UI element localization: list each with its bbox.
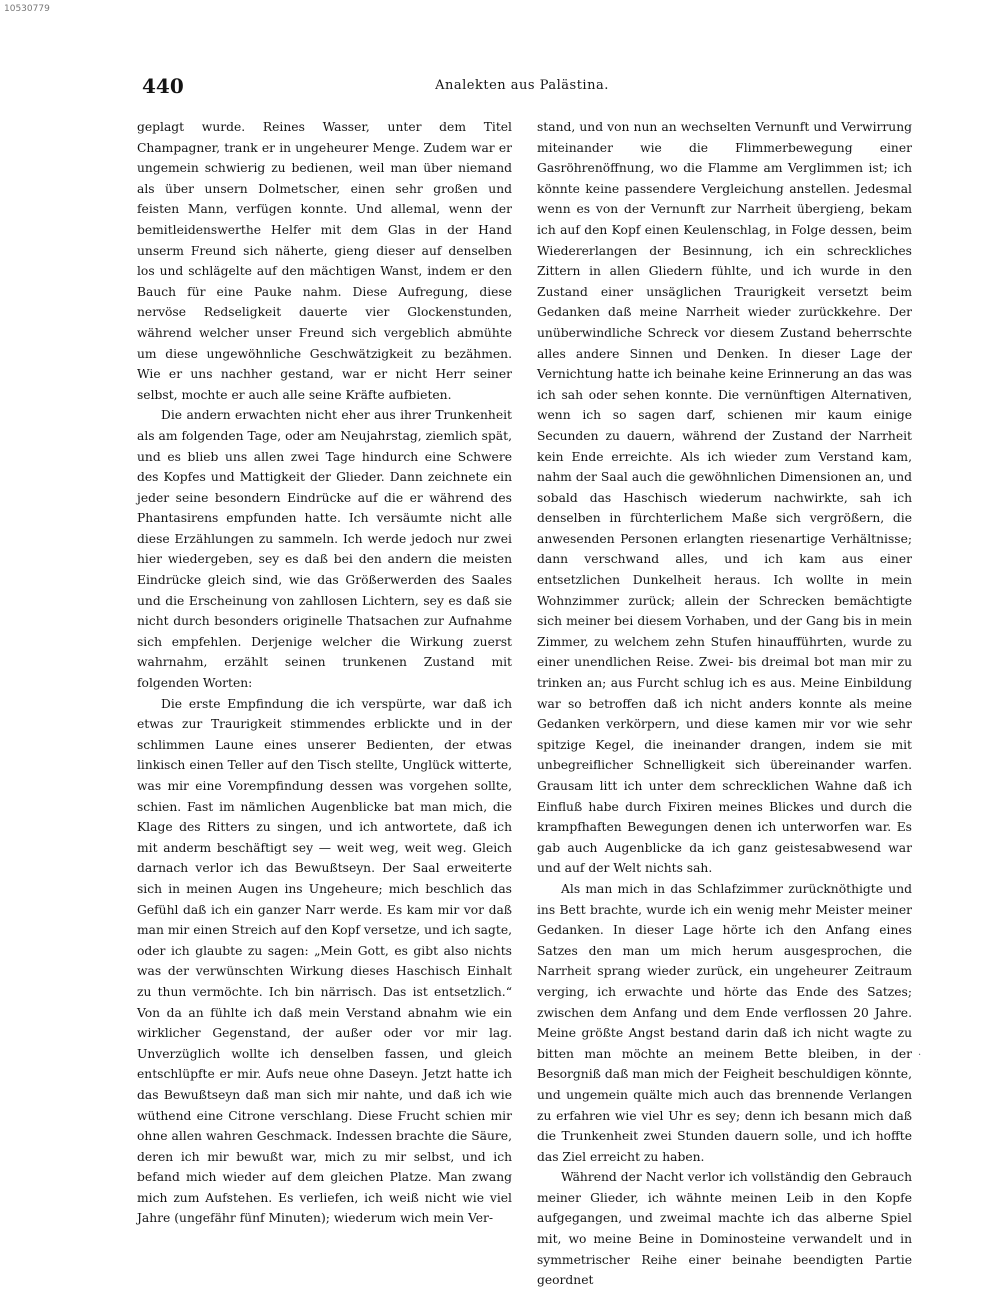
margin-mark: · (918, 1050, 922, 1061)
paragraph: stand, und von nun an wechselten Vernunft und Verwirrung miteinander wie die Flimmerbewegung einer Gasröhrenöffnung, wo die Flamme am Verglimmen ist; ich könnte keine passendere Vergleichung anstellen. Jedesmal wenn es von der Vernunft zur Narrheit übergieng, bekam ich auf den Kopf einen Keulenschlag, in Folge dessen, beim Wiedererlangen der Besinnung, ich ein schreckliches Zittern in allen Gliedern fühlte, und ich wurde in den Zustand einer unsäglichen Traurigkeit versetzt beim Gedanken daß meine Narrheit wieder zurückkehre. Der unüberwindliche Schreck vor diesem Zustand beherrschte alles andere Sinnen und Denken. In dieser Lage der Vernichtung hatte ich beinahe keine Erinnerung an das was ich sah oder sehen konnte. Die vernünftigen Alternativen, wenn ich so sagen darf, schienen mir kaum einige Secunden zu dauern, während der Zustand der Narrheit kein Ende erreichte. Als ich wieder zum Verstand kam, nahm der Saal auch die gewöhnlichen Dimensionen an, und sobald das Haschisch wiederum nachwirkte, sah ich denselben in fürchterlichem Maße sich vergrößern, die anwesenden Personen erlangten riesenartige Verhältnisse; dann verschwand alles, und ich kam aus einer entsetzlichen Dunkelheit heraus. Ich wollte in mein Wohnzimmer zurück; allein der Schrecken bemächtigte sich meiner bei diesem Vorhaben, und der Gang bis in mein Zimmer, zu welchem zehn Stufen hinaufführten, wurde zu einer unendlichen Reise. Zwei- bis dreimal bot man mir zu trinken an; aus Furcht schlug ich es aus. Meine Einbildung war so betroffen daß ich nicht anders konnte als meine Gedanken verkörpern, und diese kamen mir vor wie sehr spitzige Kegel, die ineinander drangen, indem sie mit unbegreiflicher Schnelligkeit sich übereinander warfen. Grausam litt ich unter dem schrecklichen Wahne daß ich Einfluß habe durch Fixiren meines Blickes und durch die krampfhaften Bewegungen denen ich unterworfen war. Es gab auch Augenblicke da ich ganz geistesabwesend war und auf der Welt nichts sah. (537, 120, 912, 876)
running-head: Analekten aus Palästina. (435, 78, 609, 93)
right-column (537, 117, 912, 1291)
page-number: 440 (142, 74, 184, 98)
scan-id: 10530779 (4, 4, 50, 14)
paragraph: Als man mich in das Schlafzimmer zurücknöthigte und ins Bett brachte, wurde ich ein wenig mehr Meister meiner Gedanken. In dieser Lage hörte ich den Anfang eines Satzes den man um mich herum ausgesprochen, die Narrheit sprang wieder zurück, ein ungeheurer Zeitraum verging, ich erwachte und hörte das Ende des Satzes; zwischen dem Anfang und dem Ende verflossen 20 Jahre. Meine größte Angst bestand darin daß ich nicht wagte zu bitten man möchte an meinem Bette bleiben, in der Besorgniß daß man mich der Feigheit beschuldigen könnte, und ungemein quälte mich auch das brennende Verlangen zu erfahren wie viel Uhr es sey; denn ich besann mich daß die Trunkenheit zwei Stunden dauern solle, und ich hoffte das Ziel erreicht zu haben. (537, 881, 912, 1164)
page-header (140, 74, 904, 104)
left-column (137, 117, 512, 1229)
paragraph: Die andern erwachten nicht eher aus ihrer Trunkenheit als am folgenden Tage, oder am Neujahrstag, ziemlich spät, und es blieb uns allen zwei Tage hindurch eine Schwere des Kopfes und Mattigkeit der Glieder. Dann zeichnete ein jeder seine besondern Eindrücke auf die er während des Phantasirens empfunden hatte. Ich versäumte nicht alle diese Erzählungen zu sammeln. Ich werde jedoch nur zwei hier wiedergeben, sey es daß bei den andern die meisten Eindrücke gleich sind, wie das Größerwerden des Saales und die Erscheinung von zahllosen Lichtern, sey es daß sie nicht durch besonders originelle Thatsachen zur Aufnahme sich empfehlen. Derjenige welcher die Wirkung zuerst wahrnahm, erzählt seinen trunkenen Zustand mit folgenden Worten: (137, 408, 512, 691)
paragraph: geplagt wurde. Reines Wasser, unter dem Titel Champagner, trank er in ungeheurer Menge. Zudem war er ungemein schwierig zu bedienen, weil man über niemand als über unsern Dolmetscher, einen sehr großen und feisten Mann, verfügen konnte. Und allemal, wenn der bemitleidenswerthe Helfer mit dem Glas in der Hand unserm Freund sich näherte, gieng dieser auf denselben los und schlägelte auf den mächtigen Wanst, indem er den Bauch für eine Pauke nahm. Diese Aufregung, diese nervöse Redseligkeit dauerte vier Glockenstunden, während welcher unser Freund sich vergeblich abmühte um diese ungewöhnliche Geschwätzigkeit zu bezähmen. Wie er uns nachher gestand, war er nicht Herr seiner selbst, mochte er auch alle seine Kräfte aufbieten. (137, 120, 512, 402)
paragraph: Die erste Empfindung die ich verspürte, war daß ich etwas zur Traurigkeit stimmendes erblickte und in der schlimmen Laune eines unserer Bedienten, der etwas linkisch einen Teller auf den Tisch stellte, Unglück witterte, was mir eine Vorempfindung dessen was vorgehen sollte, schien. Fast im nämlichen Augenblicke bat man mich, die Klage des Ritters zu singen, und ich antwortete, daß ich mit anderm beschäftigt sey — weit weg, weit weg. Gleich darnach verlor ich das Bewußtseyn. Der Saal erweiterte sich in meinen Augen ins Ungeheure; mich beschlich das Gefühl daß ich ein ganzer Narr werde. Es kam mir vor daß man mir einen Streich auf den Kopf versetze, und ich sagte, oder ich glaubte zu sagen: „Mein Gott, es gibt also nichts was der verwünschten Wirkung dieses Haschisch Einhalt zu thun vermöchte. Ich bin närrisch. Das ist entsetzlich.“ Von da an fühlte ich daß mein Verstand abnahm wie ein wirklicher Gegenstand, der außer oder vor mir lag. Unverzüglich wollte ich denselben fassen, und gleich entschlüpfte er mir. Aufs neue ohne Daseyn. Jetzt hatte ich das Bewußtseyn daß man sich mir nahte, und daß ich wie wüthend eine Citrone verschlang. Diese Frucht schien mir ohne allen wahren Geschmack. Indessen brachte die Säure, deren ich mir bewußt war, mich zu mir selbst, und ich befand mich wieder auf dem gleichen Platze. Man zwang mich zum Aufstehen. Es verliefen, ich weiß nicht wie viel Jahre (ungefähr fünf Minuten); wiederum wich mein Ver- (137, 696, 513, 1226)
paragraph: Während der Nacht verlor ich vollständig den Gebrauch meiner Glieder, ich wähnte meinen Leib in den Kopfe aufgegangen, und zweimal machte ich das alberne Spiel mit, wo meine Beine in Dominosteine verwandelt und in symmetrischer Reihe einer beinahe beendigten Partie geordnet (537, 1170, 912, 1288)
